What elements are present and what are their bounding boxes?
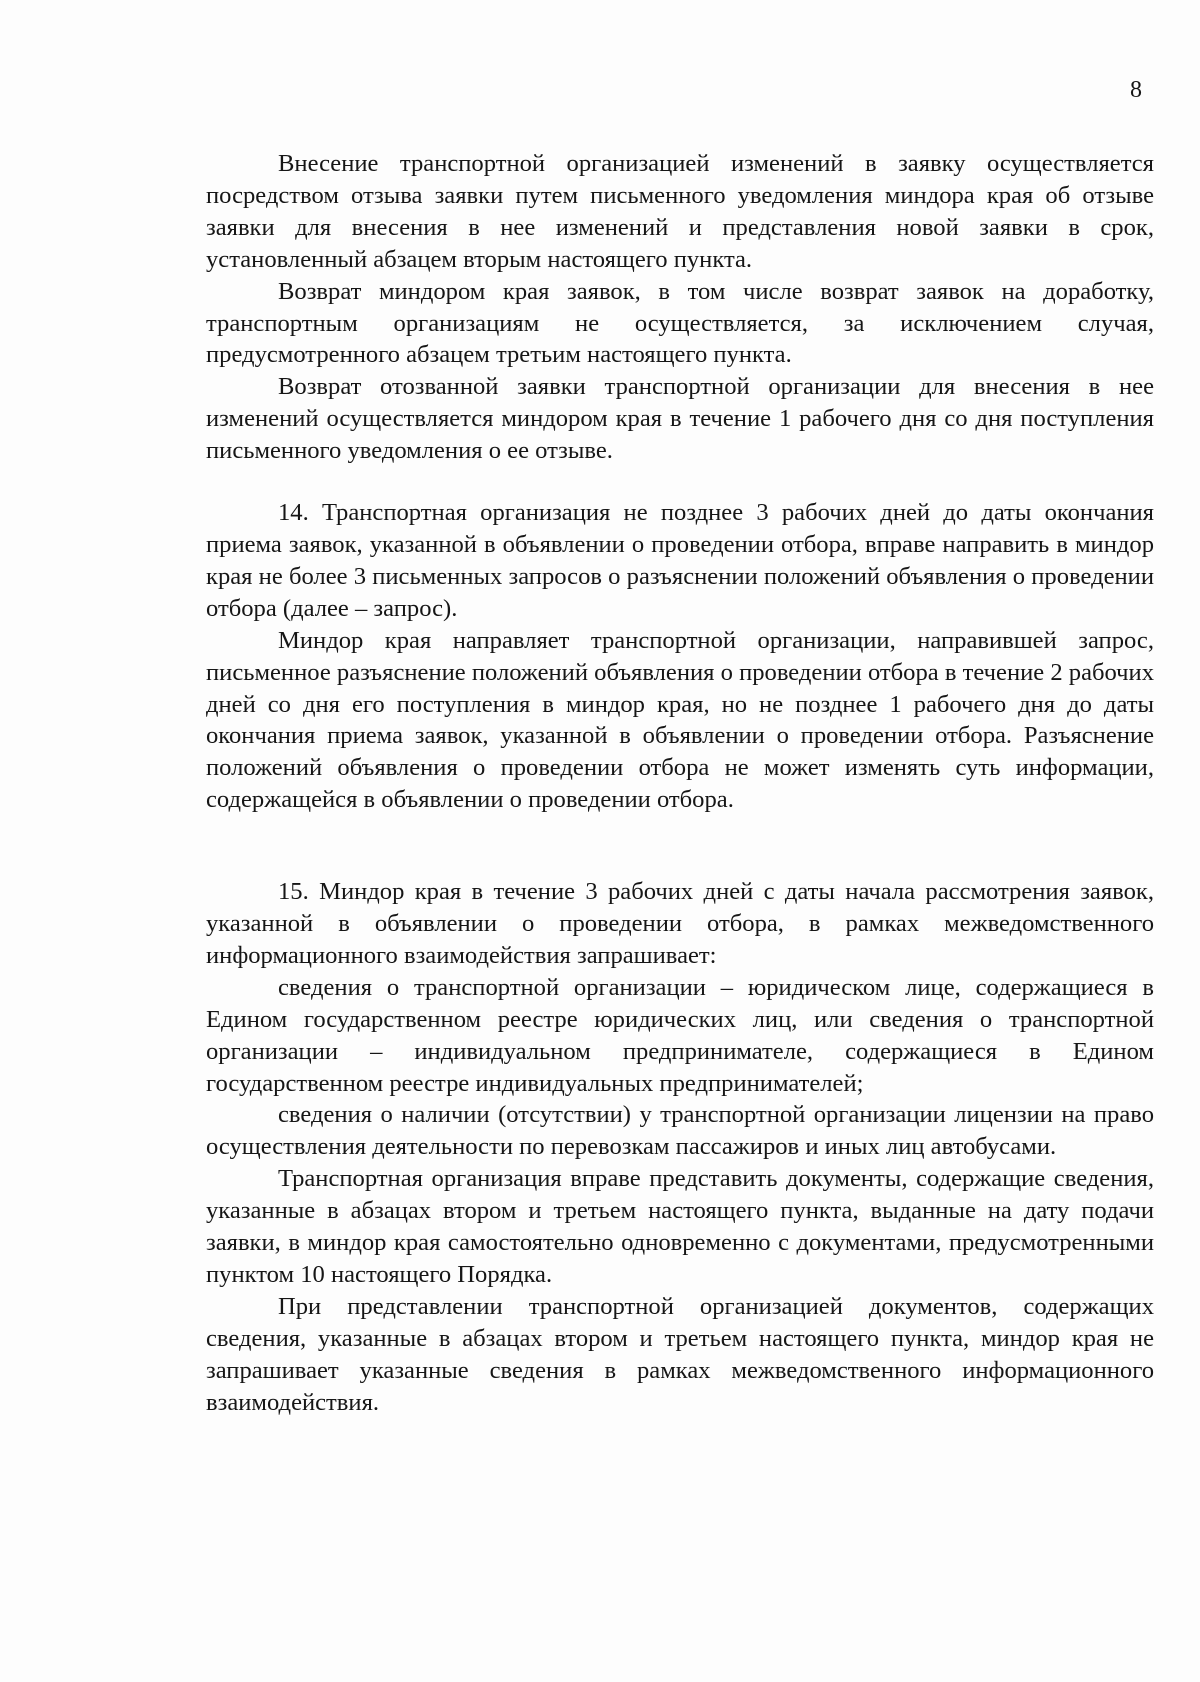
paragraph-item-14: 14. Транспортная организация не позднее 3 рабочих дней до даты окончания приема заявок, указанной в объявлении о проведении отбора, вправе направить в миндор края не более 3 письменных запросов о разъяснении положений объявления о проведении отбора (далее – запрос).: [206, 499, 1154, 622]
paragraph-return-withdrawn: Возврат отозванной заявки транспортной организации для внесения в нее изменений осуществляется миндором края в течение 1 рабочего дня со дня поступления письменного уведомления о ее отзыве.: [206, 373, 1154, 465]
paragraph-license-info: сведения о наличии (отсутствии) у транспортной организации лицензии на право осуществления деятельности по перевозкам пассажиров и иных лиц автобусами.: [206, 1101, 1154, 1161]
paragraph-own-documents: Транспортная организация вправе представить документы, содержащие сведения, указанные в абзацах втором и третьем настоящего пункта, выданные на дату подачи заявки, в миндор края самостоятельно одновременно с документами, предусмотренными пунктом 10 настоящего Порядка.: [206, 1165, 1154, 1288]
page-number: 8: [1130, 77, 1142, 103]
document-body: [206, 148, 1154, 1419]
paragraph-registry-info: сведения о транспортной организации – юридическом лице, содержащиеся в Едином государственном реестре юридических лиц, или сведения о транспортной организации – индивидуальном предпринимателе, содержащиеся в Едином государственном реестре индивидуальных предпринимателей;: [206, 973, 1154, 1097]
paragraph-amendment-procedure: Внесение транспортной организацией изменений в заявку осуществляется посредством отзыва заявки путем письменного уведомления миндора края об отзыве заявки для внесения в нее изменений и представления новой заявки в срок, установленный абзацем вторым настоящего пункта.: [206, 150, 1154, 273]
paragraph-no-request: При представлении транспортной организацией документов, содержащих сведения, указанные в абзацах втором и третьем настоящего пункта, миндор края не запрашивает указанные сведения в рамках межведомственного информационного взаимодействия.: [206, 1292, 1154, 1416]
paragraph-no-return: Возврат миндором края заявок, в том числе возврат заявок на доработку, транспортным организациям не осуществляется, за исключением случая, предусмотренного абзацем третьим настоящего пункта.: [206, 277, 1154, 369]
paragraph-clarification: Миндор края направляет транспортной организации, направившей запрос, письменное разъяснение положений объявления о проведении отбора в течение 2 рабочих дней со дня его поступления в миндор края, но не позднее 1 рабочего дня до даты окончания приема заявок, указанной в объявлении о проведении отбора. Разъяснение положений объявления о проведении отбора не может изменять суть информации, содержащейся в объявлении о проведении отбора.: [206, 626, 1154, 814]
paragraph-item-15: 15. Миндор края в течение 3 рабочих дней с даты начала рассмотрения заявок, указанной в объявлении о проведении отбора, в рамках межведомственного информационного взаимодействия запрашивает:: [206, 878, 1154, 969]
